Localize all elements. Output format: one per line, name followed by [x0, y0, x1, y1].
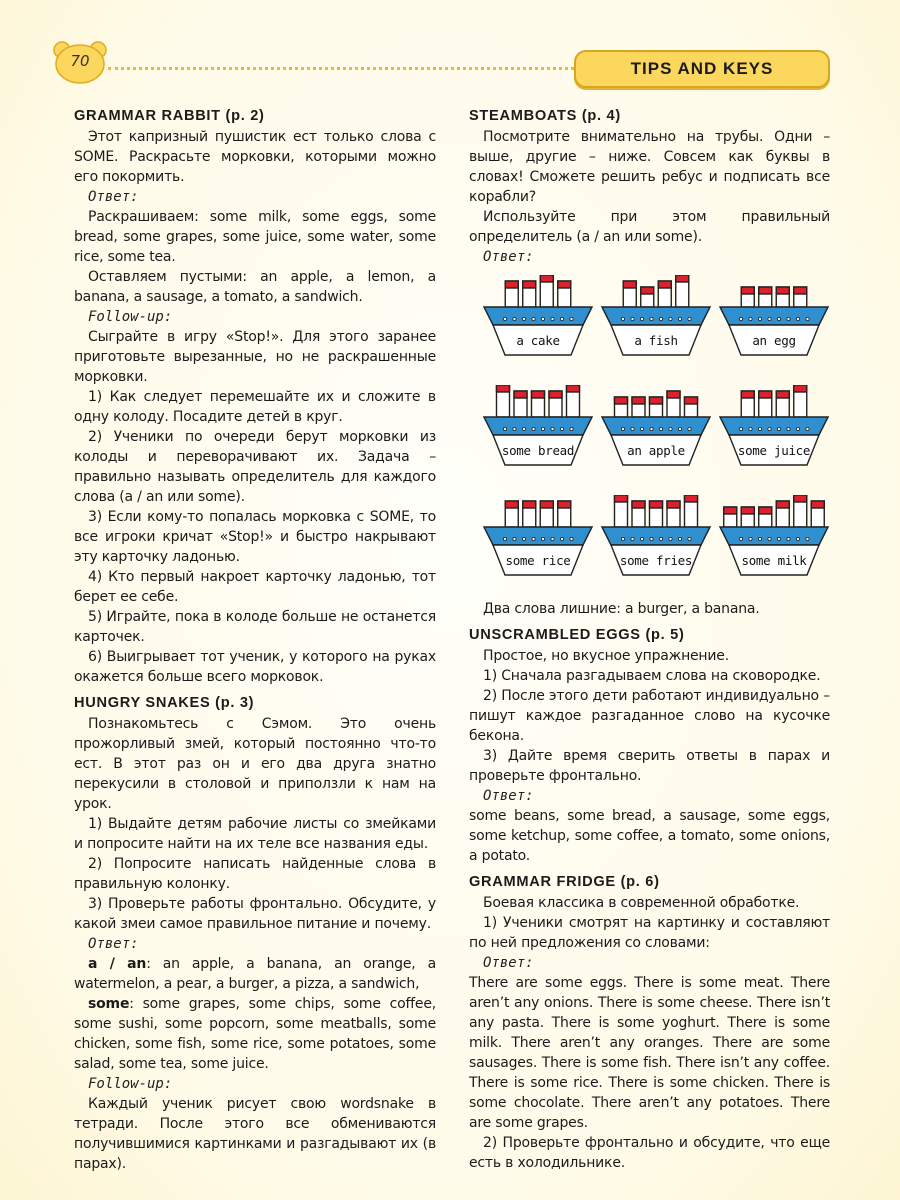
ship-deck — [602, 527, 710, 545]
steamboat-grid — [483, 275, 835, 591]
ship-porthole — [650, 537, 653, 540]
steamboat-icon — [719, 275, 829, 371]
steamboat-icon — [483, 495, 593, 591]
section-label: TIPS AND KEYS — [630, 59, 774, 78]
steamboat-icon — [601, 385, 711, 481]
steamboat-icon — [719, 385, 829, 481]
ship-porthole — [758, 537, 761, 540]
ship-porthole — [659, 317, 662, 320]
ship-porthole — [621, 317, 624, 320]
ship-porthole — [806, 537, 809, 540]
grammar-rabbit-step-5: 5) Играйте, пока в колоде больше не останется карточек. — [74, 609, 436, 645]
grammar-rabbit-followup-label: Follow-up: — [88, 309, 173, 325]
ship-porthole — [551, 317, 554, 320]
ship-label: some milk — [741, 553, 807, 568]
ship-deck — [602, 417, 710, 435]
hungry-snakes-answer-label: Ответ: — [88, 936, 139, 952]
ship-funnel-cap — [641, 287, 654, 294]
ship-porthole — [669, 427, 672, 430]
ship-porthole — [768, 537, 771, 540]
ship-porthole — [777, 427, 780, 430]
ship-porthole — [806, 317, 809, 320]
grammar-rabbit-step-2: 2) Ученики по очереди берут морковки из колоды и переворачивают их. Задача – правильно называть определитель для каждого слова (a / an или some). — [74, 429, 436, 505]
ship-porthole — [796, 427, 799, 430]
ship-porthole — [796, 317, 799, 320]
ship-porthole — [739, 427, 742, 430]
grammar-rabbit-step-4: 4) Кто первый накроет карточку ладонью, тот берет ее себе. — [74, 569, 436, 605]
ship-funnel-cap — [741, 507, 754, 514]
ship-funnel-cap — [685, 495, 698, 502]
ship-porthole — [787, 427, 790, 430]
ship-funnel-cap — [615, 397, 628, 404]
ship-label: an egg — [752, 333, 796, 348]
grammar-rabbit-step-3: 3) Если кому-то попалась морковка с SOME, то все игроки кричат «Stop!» и быстро накрывают эту карточку ладонью. — [74, 509, 436, 565]
steamboat — [601, 385, 711, 481]
ship-label: a cake — [516, 333, 560, 348]
steamboat-icon — [483, 275, 593, 371]
unscrambled-eggs-intro: Простое, но вкусное упражнение. — [483, 648, 729, 664]
grammar-fridge-step-1: 1) Ученики смотрят на картинку и составляют по ней предложения со словами: — [469, 915, 830, 951]
ship-funnel-cap — [741, 391, 754, 398]
ship-porthole — [758, 317, 761, 320]
ship-porthole — [621, 537, 624, 540]
ship-porthole — [640, 317, 643, 320]
steamboat-icon — [601, 495, 711, 591]
ship-porthole — [503, 537, 506, 540]
ship-funnel-cap — [523, 501, 536, 508]
ship-deck — [720, 417, 828, 435]
ship-porthole — [749, 537, 752, 540]
ship-funnel-cap — [523, 281, 536, 288]
ship-funnel-cap — [759, 507, 772, 514]
ship-porthole — [570, 537, 573, 540]
ship-funnel-cap — [776, 391, 789, 398]
grammar-rabbit-followup: Сыграйте в игру «Stop!». Для этого заранее приготовьте вырезанные, но не раскрашенные морковки. — [74, 329, 436, 385]
ship-funnel-cap — [540, 275, 553, 282]
ship-porthole — [522, 427, 525, 430]
ship-porthole — [532, 537, 535, 540]
ship-funnel-cap — [776, 287, 789, 294]
ship-porthole — [560, 537, 563, 540]
hungry-snakes-title: HUNGRY SNAKES (p. 3) — [74, 695, 255, 711]
ship-funnel-cap — [794, 495, 807, 502]
ship-porthole — [570, 317, 573, 320]
ship-label: an apple — [627, 443, 685, 458]
unscrambled-eggs-step-3: 3) Дайте время сверить ответы в парах и проверьте фронтально. — [469, 748, 830, 784]
steamboats-intro-2: Используйте при этом правильный определитель (a / an или some). — [469, 209, 830, 245]
ship-porthole — [688, 317, 691, 320]
ship-porthole — [739, 537, 742, 540]
steamboat — [483, 275, 593, 371]
ship-porthole — [669, 537, 672, 540]
ship-funnel-cap — [549, 391, 562, 398]
grammar-fridge-answer: There are some eggs. There is some meat. There aren’t any onions. There is some cheese. There isn’t any pasta. There is some yoghurt. There is some milk. There aren’t any oranges. There are some sausages. There is some fish. There isn’t any coffee. There is some rice. There is some chicken. There is some chocolate. There aren’t any potatoes. There are some grapes. — [469, 975, 830, 1131]
grammar-fridge-title: GRAMMAR FRIDGE (p. 6) — [469, 874, 660, 890]
ship-porthole — [631, 537, 634, 540]
ship-porthole — [541, 537, 544, 540]
ship-porthole — [541, 317, 544, 320]
ship-funnel-cap — [532, 391, 545, 398]
a-an-label: a / an — [88, 956, 147, 972]
ship-porthole — [650, 317, 653, 320]
steamboat — [719, 385, 829, 481]
ship-funnel-cap — [759, 391, 772, 398]
hungry-snakes-some-answer — [74, 994, 436, 1074]
grammar-fridge-step-2: 2) Проверьте фронтально и обсудите, что еще есть в холодильнике. — [469, 1135, 830, 1171]
ship-deck — [602, 307, 710, 325]
ship-porthole — [532, 317, 535, 320]
left-column — [74, 106, 436, 1174]
steamboat — [601, 495, 711, 591]
ship-label: some rice — [505, 553, 571, 568]
steamboats-extra-words: Два слова лишние: a burger, a banana. — [483, 601, 760, 617]
page-number: 70 — [70, 52, 90, 70]
ship-funnel-cap — [632, 397, 645, 404]
ship-porthole — [503, 317, 506, 320]
ship-porthole — [678, 317, 681, 320]
right-column — [469, 106, 830, 1173]
ship-porthole — [621, 427, 624, 430]
ship-porthole — [522, 537, 525, 540]
ship-funnel-cap — [794, 385, 807, 392]
ship-porthole — [570, 427, 573, 430]
ship-porthole — [522, 317, 525, 320]
ship-funnel-cap — [811, 501, 824, 508]
section-label-box — [574, 50, 830, 88]
ship-funnel-cap — [558, 281, 571, 288]
a-an-list: : an apple, a banana, an orange, a watermelon, a pear, a burger, a pizza, a sandwich, — [74, 956, 436, 992]
ship-funnel-cap — [615, 495, 628, 502]
grammar-rabbit-step-6: 6) Выигрывает тот ученик, у которого на руках окажется больше всего морковок. — [74, 649, 436, 685]
steamboat — [719, 495, 829, 591]
hungry-snakes-step-1: 1) Выдайте детям рабочие листы со змейками и попросите найти на их теле все названия еды. — [74, 816, 436, 852]
ship-porthole — [551, 537, 554, 540]
ship-funnel-cap — [676, 275, 689, 282]
ship-funnel-cap — [514, 391, 527, 398]
ship-funnel-cap — [650, 501, 663, 508]
ship-porthole — [678, 537, 681, 540]
ship-funnel-cap — [667, 391, 680, 398]
hungry-snakes-followup: Каждый ученик рисует свою wordsnake в тетради. После этого все обмениваются получившимися картинками и разгадывают их (в парах). — [74, 1096, 436, 1172]
ship-porthole — [551, 427, 554, 430]
ship-porthole — [749, 427, 752, 430]
grammar-rabbit-intro: Этот капризный пушистик ест только слова с SOME. Раскрасьте морковки, которыми можно его покормить. — [74, 129, 436, 185]
ship-porthole — [640, 427, 643, 430]
steamboat — [719, 275, 829, 371]
ship-porthole — [688, 537, 691, 540]
grammar-rabbit-answer-2: Оставляем пустыми: an apple, a lemon, a banana, a sausage, a tomato, a sandwich. — [74, 269, 436, 305]
ship-funnel-cap — [776, 501, 789, 508]
ship-porthole — [749, 317, 752, 320]
ship-porthole — [678, 427, 681, 430]
hungry-snakes-a-an-answer — [74, 954, 436, 994]
ship-funnel-cap — [667, 501, 680, 508]
ship-porthole — [688, 427, 691, 430]
ship-porthole — [541, 427, 544, 430]
ship-porthole — [669, 317, 672, 320]
ship-porthole — [806, 427, 809, 430]
ship-porthole — [787, 317, 790, 320]
steamboats-title: STEAMBOATS (p. 4) — [469, 108, 621, 124]
ship-label: some juice — [737, 443, 811, 458]
grammar-fridge-intro: Боевая классика в современной обработке. — [483, 895, 800, 911]
grammar-rabbit-answer-1: Раскрашиваем: some milk, some eggs, some bread, some grapes, some juice, some water, some rice, some tea. — [74, 209, 436, 265]
ship-porthole — [560, 317, 563, 320]
grammar-fridge-answer-label: Ответ: — [483, 955, 534, 971]
ship-porthole — [777, 537, 780, 540]
ship-deck — [720, 307, 828, 325]
unscrambled-eggs-answer-label: Ответ: — [483, 788, 534, 804]
ship-deck — [484, 417, 592, 435]
hungry-snakes-intro: Познакомьтесь с Сэмом. Это очень прожорливый змей, который постоянно что-то ест. В этот раз он и его два друга знатно перекусили в столовой и приползли к нам на урок. — [74, 716, 436, 812]
ship-funnel-cap — [658, 281, 671, 288]
grammar-rabbit-step-1: 1) Как следует перемешайте их и сложите в одну колоду. Посадите детей в круг. — [74, 389, 436, 425]
steamboats-intro: Посмотрите внимательно на трубы. Одни – выше, другие – ниже. Совсем как буквы в словах! Сможете решить ребус и подписать все корабли? — [469, 129, 830, 205]
ship-porthole — [513, 427, 516, 430]
header-dotted-rule — [108, 67, 574, 70]
ship-funnel-cap — [685, 397, 698, 404]
ship-porthole — [560, 427, 563, 430]
ship-porthole — [787, 537, 790, 540]
ship-label: some bread — [501, 443, 575, 458]
ship-porthole — [796, 537, 799, 540]
ship-funnel-cap — [724, 507, 737, 514]
ship-porthole — [513, 537, 516, 540]
ship-funnel-cap — [497, 385, 510, 392]
ship-porthole — [503, 427, 506, 430]
ship-funnel-cap — [558, 501, 571, 508]
ship-porthole — [659, 427, 662, 430]
ship-funnel-cap — [623, 281, 636, 288]
grammar-rabbit-answer-label: Ответ: — [88, 189, 139, 205]
ship-deck — [720, 527, 828, 545]
ship-deck — [484, 527, 592, 545]
ship-porthole — [768, 427, 771, 430]
ship-porthole — [739, 317, 742, 320]
ship-funnel-cap — [540, 501, 553, 508]
unscrambled-eggs-answer: some beans, some bread, a sausage, some eggs, some ketchup, some coffee, a tomato, some onions, a potato. — [469, 808, 830, 864]
ship-porthole — [631, 427, 634, 430]
ship-label: a fish — [634, 333, 678, 348]
ship-funnel-cap — [794, 287, 807, 294]
ship-funnel-cap — [759, 287, 772, 294]
steamboat-icon — [483, 385, 593, 481]
steamboat — [601, 275, 711, 371]
steamboat-icon — [719, 495, 829, 591]
ship-porthole — [532, 427, 535, 430]
some-label: some — [88, 996, 130, 1012]
ship-porthole — [513, 317, 516, 320]
steamboats-answer-label: Ответ: — [483, 249, 534, 265]
steamboat-icon — [601, 275, 711, 371]
ship-porthole — [650, 427, 653, 430]
ship-funnel-cap — [505, 501, 518, 508]
ship-porthole — [640, 537, 643, 540]
ship-funnel-cap — [567, 385, 580, 392]
ship-porthole — [758, 427, 761, 430]
ship-porthole — [768, 317, 771, 320]
unscrambled-eggs-title: UNSCRAMBLED EGGS (p. 5) — [469, 627, 685, 643]
ship-porthole — [631, 317, 634, 320]
some-list: : some grapes, some chips, some coffee, some sushi, some popcorn, some meatballs, some chicken, some fish, some rice, some potatoes, some salad, some tea, some juice. — [74, 996, 436, 1072]
hungry-snakes-step-3: 3) Проверьте работы фронтально. Обсудите, у какой змеи самое правильное питание и почему. — [74, 896, 436, 932]
grammar-rabbit-title: GRAMMAR RABBIT (p. 2) — [74, 108, 265, 124]
ship-deck — [484, 307, 592, 325]
hungry-snakes-step-2: 2) Попросите написать найденные слова в правильную колонку. — [74, 856, 436, 892]
ship-funnel-cap — [632, 501, 645, 508]
unscrambled-eggs-step-1: 1) Сначала разгадываем слова на сковородке. — [483, 668, 821, 684]
ship-label: some fries — [619, 553, 693, 568]
steamboat — [483, 495, 593, 591]
ship-funnel-cap — [741, 287, 754, 294]
steamboat — [483, 385, 593, 481]
unscrambled-eggs-step-2: 2) После этого дети работают индивидуально – пишут каждое разгаданное слово на кусочке бекона. — [469, 688, 830, 744]
hungry-snakes-followup-label: Follow-up: — [88, 1076, 173, 1092]
ship-porthole — [659, 537, 662, 540]
ship-funnel-cap — [505, 281, 518, 288]
ship-funnel-cap — [650, 397, 663, 404]
ship-porthole — [777, 317, 780, 320]
